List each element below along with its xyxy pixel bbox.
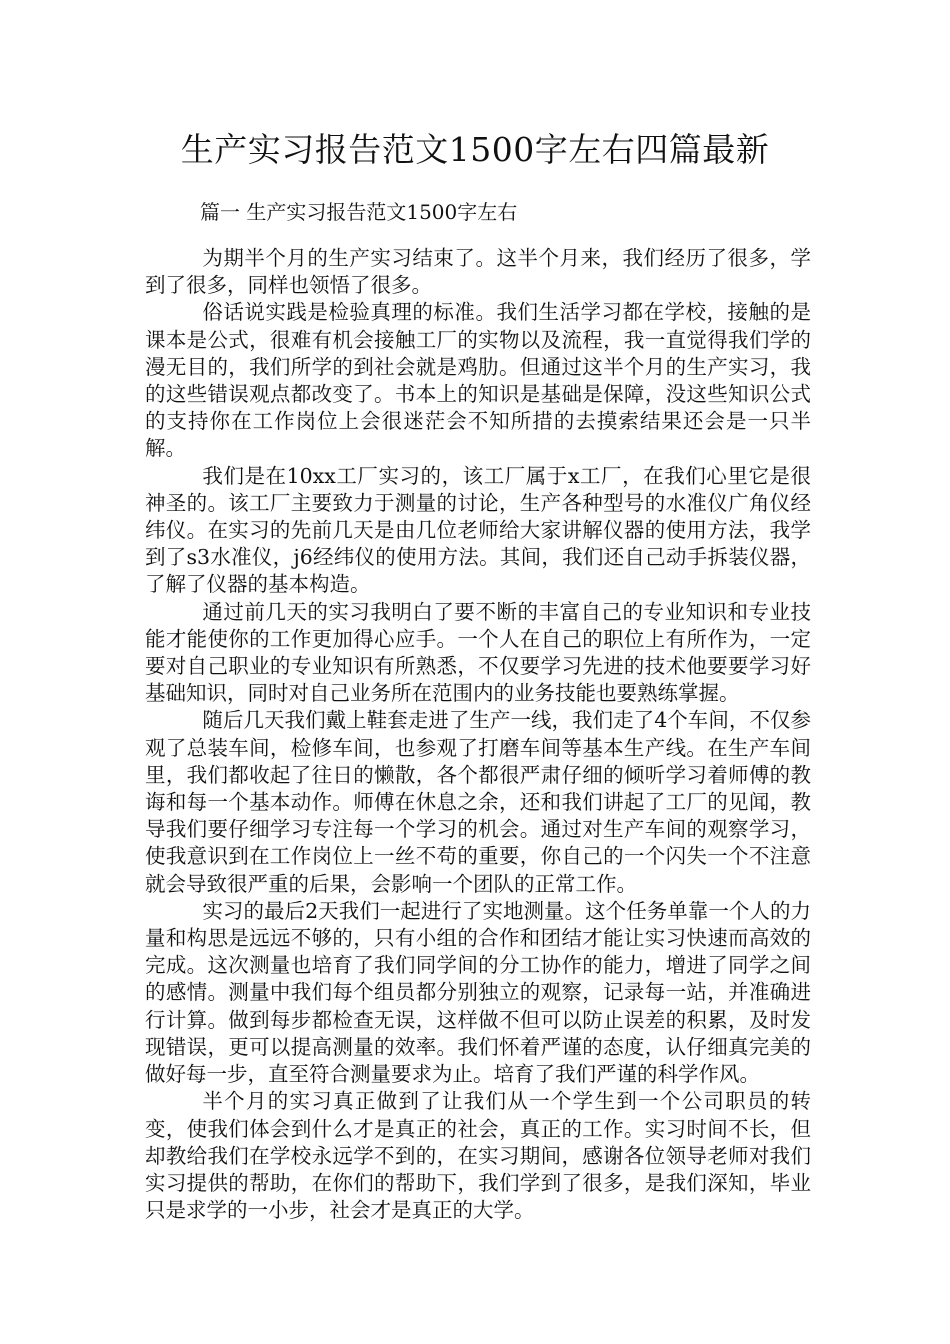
paragraph: 实习的最后2天我们一起进行了实地测量。这个任务单靠一个人的力量和构思是远远不够的，只有小组的合作和团结才能让实习快速而高效的完成。这次测量也培育了我们同学间的分工协作的能力，增进了同学之间的感情。测量中我们每个组员都分别独立的观察，记录每一站，并准确进行计算。做到每步都检查无误，这样做不但可以防止误差的积累，及时发现错误，更可以提高测量的效率。我们怀着严谨的态度，认仔细真完美的做好每一步，直至符合测量要求为止。培育了我们严谨的科学作风。	[145, 898, 811, 1087]
paragraph: 我们是在10xx工厂实习的，该工厂属于x工厂，在我们心里它是很神圣的。该工厂主要致力于测量的讨论，生产各种型号的水准仪广角仪经纬仪。在实习的先前几天是由几位老师给大家讲解仪器的使用方法，我学到了s3水准仪，j6经纬仪的使用方法。其间，我们还自己动手拆装仪器，了解了仪器的基本构造。	[145, 463, 811, 597]
page-title: 生产实习报告范文1500字左右四篇最新	[180, 130, 770, 169]
paragraph: 半个月的实习真正做到了让我们从一个学生到一个公司职员的转变，使我们体会到什么才是真正的社会，真正的工作。实习时间不长，但却教给我们在学校永远学不到的，在实习期间，感谢各位领导老师对我们实习提供的帮助，在你们的帮助下，我们学到了很多，是我们深知，毕业只是求学的一小步，社会才是真正的大学。	[145, 1089, 811, 1223]
paragraph: 随后几天我们戴上鞋套走进了生产一线，我们走了4个车间，不仅参观了总装车间，检修车间，也参观了打磨车间等基本生产线。在生产车间里，我们都收起了往日的懒散，各个都很严肃仔细的倾听学习着师傅的教诲和每一个基本动作。师傅在休息之余，还和我们讲起了工厂的见闻，教导我们要仔细学习专注每一个学习的机会。通过对生产车间的观察学习，使我意识到在工作岗位上一丝不苟的重要，你自己的一个闪失一个不注意就会导致很严重的后果，会影响一个团队的正常工作。	[145, 708, 811, 896]
paragraph: 通过前几天的实习我明白了要不断的丰富自己的专业知识和专业技能才能使你的工作更加得心应手。一个人在自己的职位上有所作为，一定要对自己职业的专业知识有所熟悉，不仅要学习先进的技术他要要学习好基础知识，同时对自己业务所在范围内的业务技能也要熟练掌握。	[145, 599, 811, 706]
paragraph: 俗话说实践是检验真理的标准。我们生活学习都在学校，接触的是课本是公式，很难有机会接触工厂的实物以及流程，我一直觉得我们学的漫无目的，我们所学的到社会就是鸡肋。但通过这半个月的生产实习，我的这些错误观点都改变了。书本上的知识是基础是保障，没这些知识公式的支持你在工作岗位上会很迷茫会不知所措的去摸索结果还会是一只半解。	[145, 300, 811, 461]
document-body	[145, 245, 811, 1224]
paragraph: 为期半个月的生产实习结束了。这半个月来，我们经历了很多，学到了很多，同样也领悟了很多。	[145, 246, 811, 298]
section-heading: 篇一 生产实习报告范文1500字左右	[200, 200, 518, 224]
